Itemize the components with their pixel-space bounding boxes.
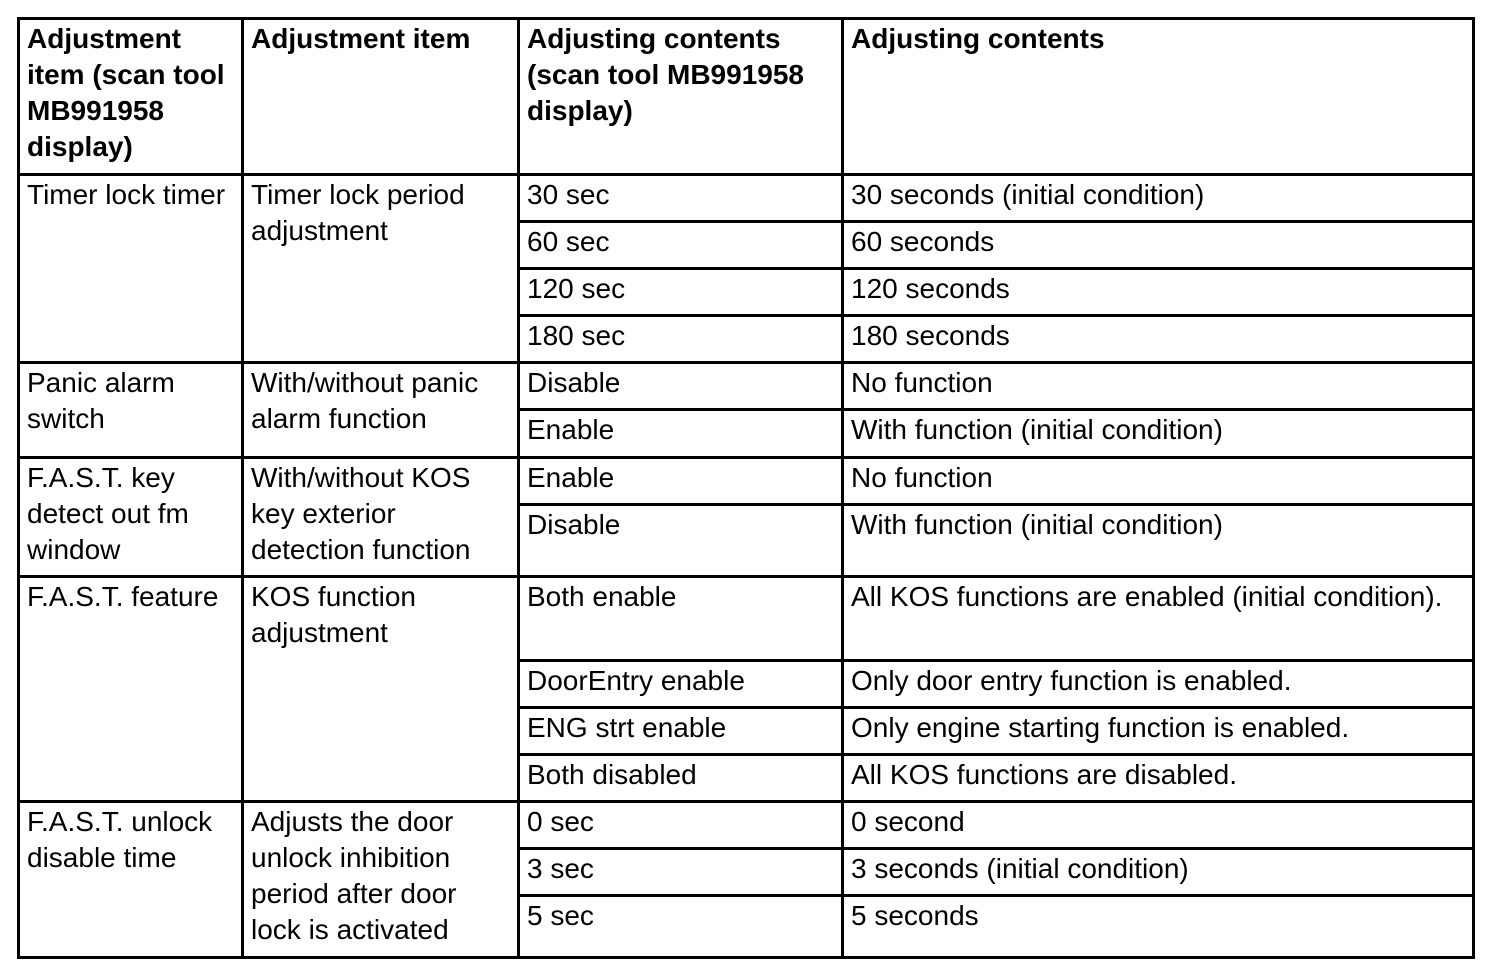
table-row (19, 363, 1474, 410)
content-cell: Only door entry function is enabled. (843, 661, 1474, 708)
item-cell: KOS function adjustment (243, 577, 519, 802)
item-cell: With/without panic alarm function (243, 363, 519, 458)
header-row (19, 19, 1474, 175)
scan-content-cell: DoorEntry enable (519, 661, 843, 708)
adjustment-table (17, 17, 1475, 959)
item-scan-cell: Panic alarm switch (19, 363, 243, 458)
scan-content-cell: Disable (519, 363, 843, 410)
content-cell: 30 seconds (initial condition) (843, 175, 1474, 222)
content-cell: 5 seconds (843, 896, 1474, 958)
scan-content-cell: Enable (519, 410, 843, 458)
item-scan-cell: Timer lock timer (19, 175, 243, 363)
scan-content-cell: Both disabled (519, 755, 843, 802)
scan-content-cell: 3 sec (519, 849, 843, 896)
item-cell: With/without KOS key exterior detection function (243, 458, 519, 577)
scan-content-cell: 5 sec (519, 896, 843, 958)
content-cell: All KOS functions are disabled. (843, 755, 1474, 802)
table-row (19, 577, 1474, 661)
content-cell: No function (843, 363, 1474, 410)
item-cell: Timer lock period adjustment (243, 175, 519, 363)
table-row (19, 175, 1474, 222)
header-adjusting-contents: Adjusting contents (843, 19, 1474, 175)
content-cell: 0 second (843, 802, 1474, 849)
scan-content-cell: ENG strt enable (519, 708, 843, 755)
scan-content-cell: 0 sec (519, 802, 843, 849)
content-cell: 120 seconds (843, 269, 1474, 316)
scan-content-cell: Enable (519, 458, 843, 505)
content-cell: 180 seconds (843, 316, 1474, 363)
header-adjustment-item: Adjustment item (243, 19, 519, 175)
content-cell: Only engine starting function is enabled. (843, 708, 1474, 755)
table-row (19, 802, 1474, 849)
scan-content-cell: 30 sec (519, 175, 843, 222)
content-cell: 60 seconds (843, 222, 1474, 269)
content-cell: With function (initial condition) (843, 410, 1474, 458)
scan-content-cell: Both enable (519, 577, 843, 661)
item-scan-cell: F.A.S.T. key detect out fm window (19, 458, 243, 577)
header-adjustment-item-scan: Adjustment item (scan tool MB991958 display) (19, 19, 243, 175)
item-scan-cell: F.A.S.T. unlock disable time (19, 802, 243, 958)
content-cell: With function (initial condition) (843, 505, 1474, 577)
item-cell: Adjusts the door unlock inhibition period after door lock is activated (243, 802, 519, 958)
content-cell: 3 seconds (initial condition) (843, 849, 1474, 896)
scan-content-cell: 60 sec (519, 222, 843, 269)
table-row (19, 458, 1474, 505)
scan-content-cell: 120 sec (519, 269, 843, 316)
item-scan-cell: F.A.S.T. feature (19, 577, 243, 802)
scan-content-cell: 180 sec (519, 316, 843, 363)
scan-content-cell: Disable (519, 505, 843, 577)
header-adjusting-contents-scan: Adjusting contents (scan tool MB991958 display) (519, 19, 843, 175)
content-cell: All KOS functions are enabled (initial condition). (843, 577, 1474, 661)
content-cell: No function (843, 458, 1474, 505)
